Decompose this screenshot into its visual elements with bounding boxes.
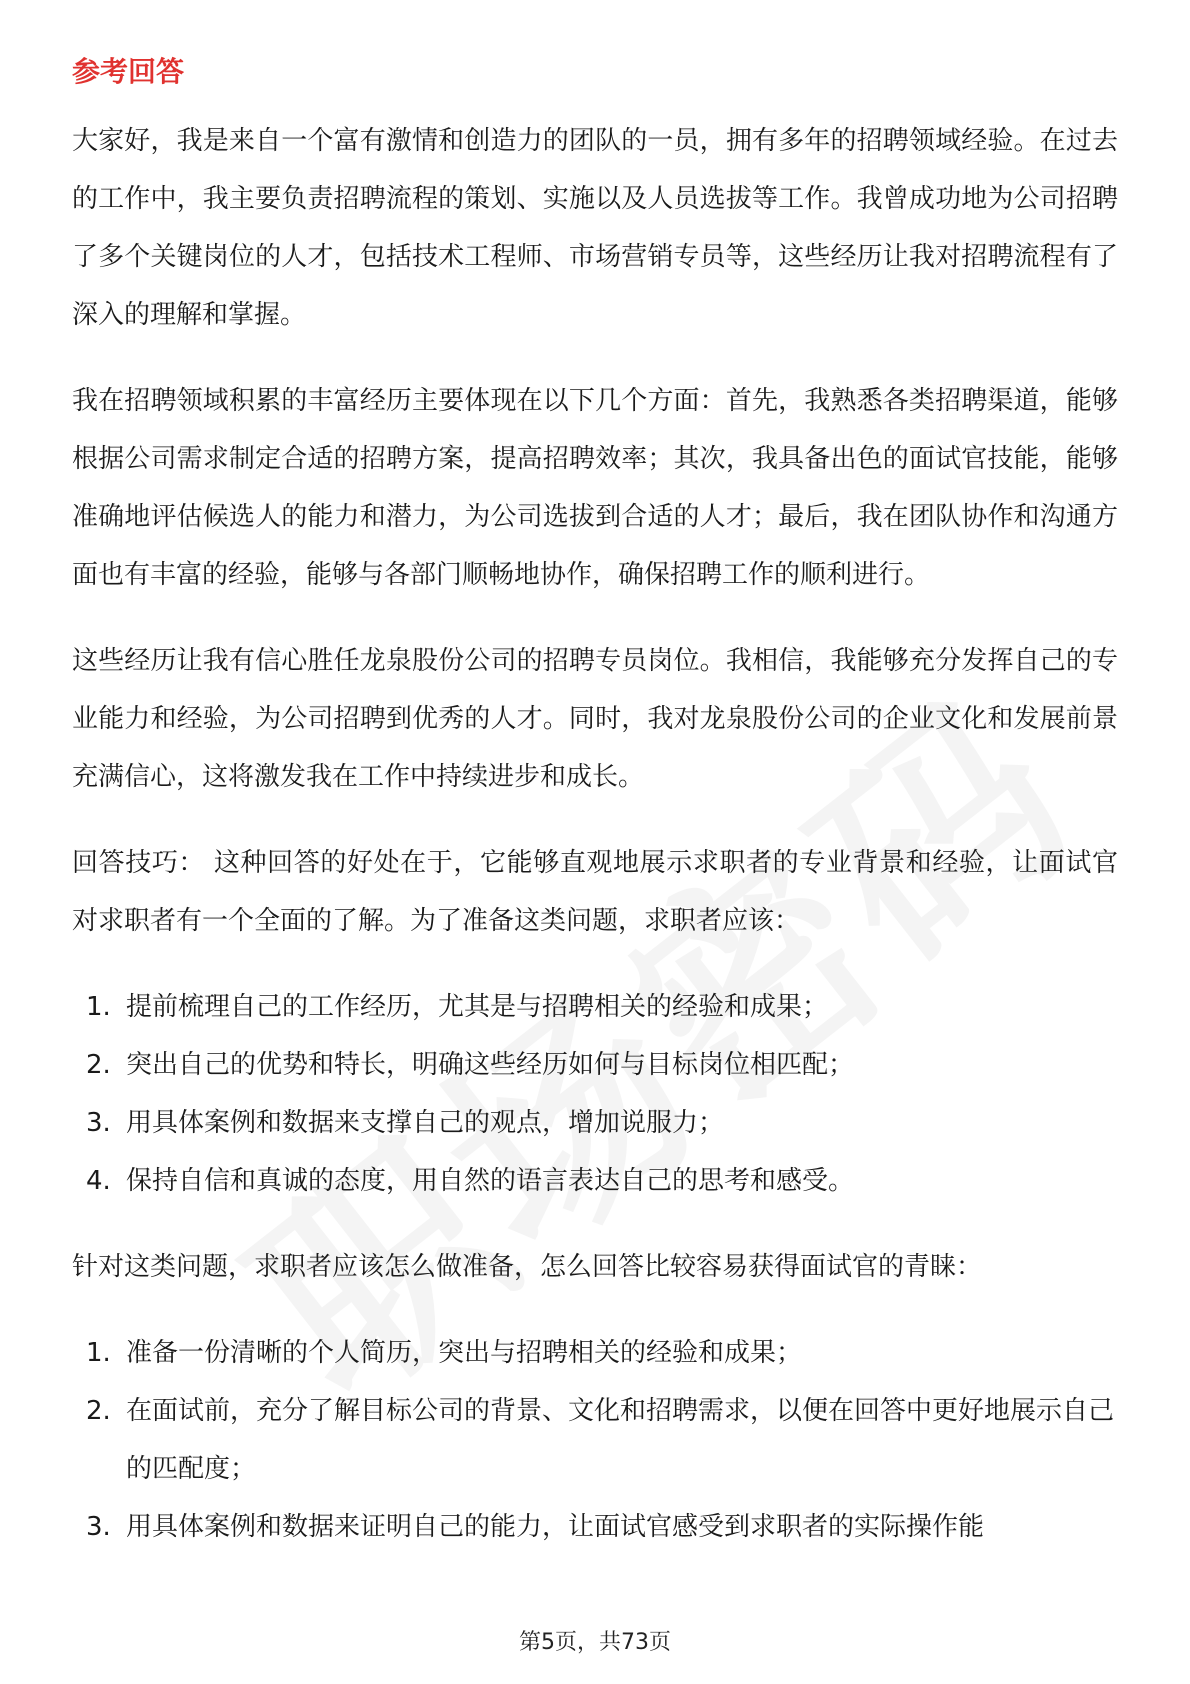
list-item-text: 提前梳理自己的工作经历，尤其是与招聘相关的经验和成果； [126, 992, 829, 1022]
list-item [72, 978, 1118, 1036]
list-item [72, 1152, 1118, 1210]
prep-list [72, 1324, 1118, 1556]
list-number: 3. [86, 1512, 111, 1542]
paragraph-prep-intro: 针对这类问题，求职者应该怎么做准备，怎么回答比较容易获得面试官的青睐： [72, 1252, 983, 1282]
list-number: 3. [86, 1108, 111, 1138]
section-title: 参考回答 [72, 55, 185, 88]
list-number: 4. [86, 1166, 111, 1196]
list-number: 1. [86, 1338, 111, 1368]
paragraph-confidence: 这些经历让我有信心胜任龙泉股份公司的招聘专员岗位。我相信，我能够充分发挥自己的专业能力和经验，为公司招聘到优秀的人才。同时，我对龙泉股份公司的企业文化和发展前景充满信心，这将激发我在工作中持续进步和成长。 [72, 646, 1118, 792]
list-item-text: 用具体案例和数据来支撑自己的观点，增加说服力； [126, 1108, 725, 1138]
list-item-text: 用具体案例和数据来证明自己的能力，让面试官感受到求职者的实际操作能 [126, 1512, 985, 1542]
main-content [72, 112, 1118, 1584]
paragraph-experience: 我在招聘领域积累的丰富经历主要体现在以下几个方面：首先，我熟悉各类招聘渠道，能够根据公司需求制定合适的招聘方案，提高招聘效率；其次，我具备出色的面试官技能，能够准确地评估候选人的能力和潜力，为公司选拔到合适的人才；最后，我在团队协作和沟通方面也有丰富的经验，能够与各部门顺畅地协作，确保招聘工作的顺利进行。 [72, 386, 1118, 590]
list-item-text: 准备一份清晰的个人简历，突出与招聘相关的经验和成果； [126, 1338, 803, 1368]
list-item-text: 突出自己的优势和特长，明确这些经历如何与目标岗位相匹配； [126, 1050, 855, 1080]
paragraph-intro: 大家好，我是来自一个富有激情和创造力的团队的一员，拥有多年的招聘领域经验。在过去的工作中，我主要负责招聘流程的策划、实施以及人员选拔等工作。我曾成功地为公司招聘了多个关键岗位的人才，包括技术工程师、市场营销专员等，这些经历让我对招聘流程有了深入的理解和掌握。 [72, 126, 1118, 330]
paragraph-tips: 回答技巧： 这种回答的好处在于，它能够直观地展示求职者的专业背景和经验，让面试官对求职者有一个全面的了解。为了准备这类问题，求职者应该： [72, 848, 1118, 936]
tips-list [72, 978, 1118, 1210]
list-item [72, 1382, 1118, 1498]
list-number: 2. [86, 1050, 111, 1080]
list-item [72, 1498, 1118, 1556]
list-item-text: 在面试前，充分了解目标公司的背景、文化和招聘需求，以便在回答中更好地展示自己的匹配度； [126, 1396, 1115, 1484]
list-item [72, 1324, 1118, 1382]
list-item-text: 保持自信和真诚的态度，用自然的语言表达自己的思考和感受。 [126, 1166, 855, 1196]
page-number: 第5页，共73页 [519, 1630, 671, 1655]
list-item [72, 1094, 1118, 1152]
list-item [72, 1036, 1118, 1094]
list-number: 1. [86, 992, 111, 1022]
list-number: 2. [86, 1396, 111, 1426]
